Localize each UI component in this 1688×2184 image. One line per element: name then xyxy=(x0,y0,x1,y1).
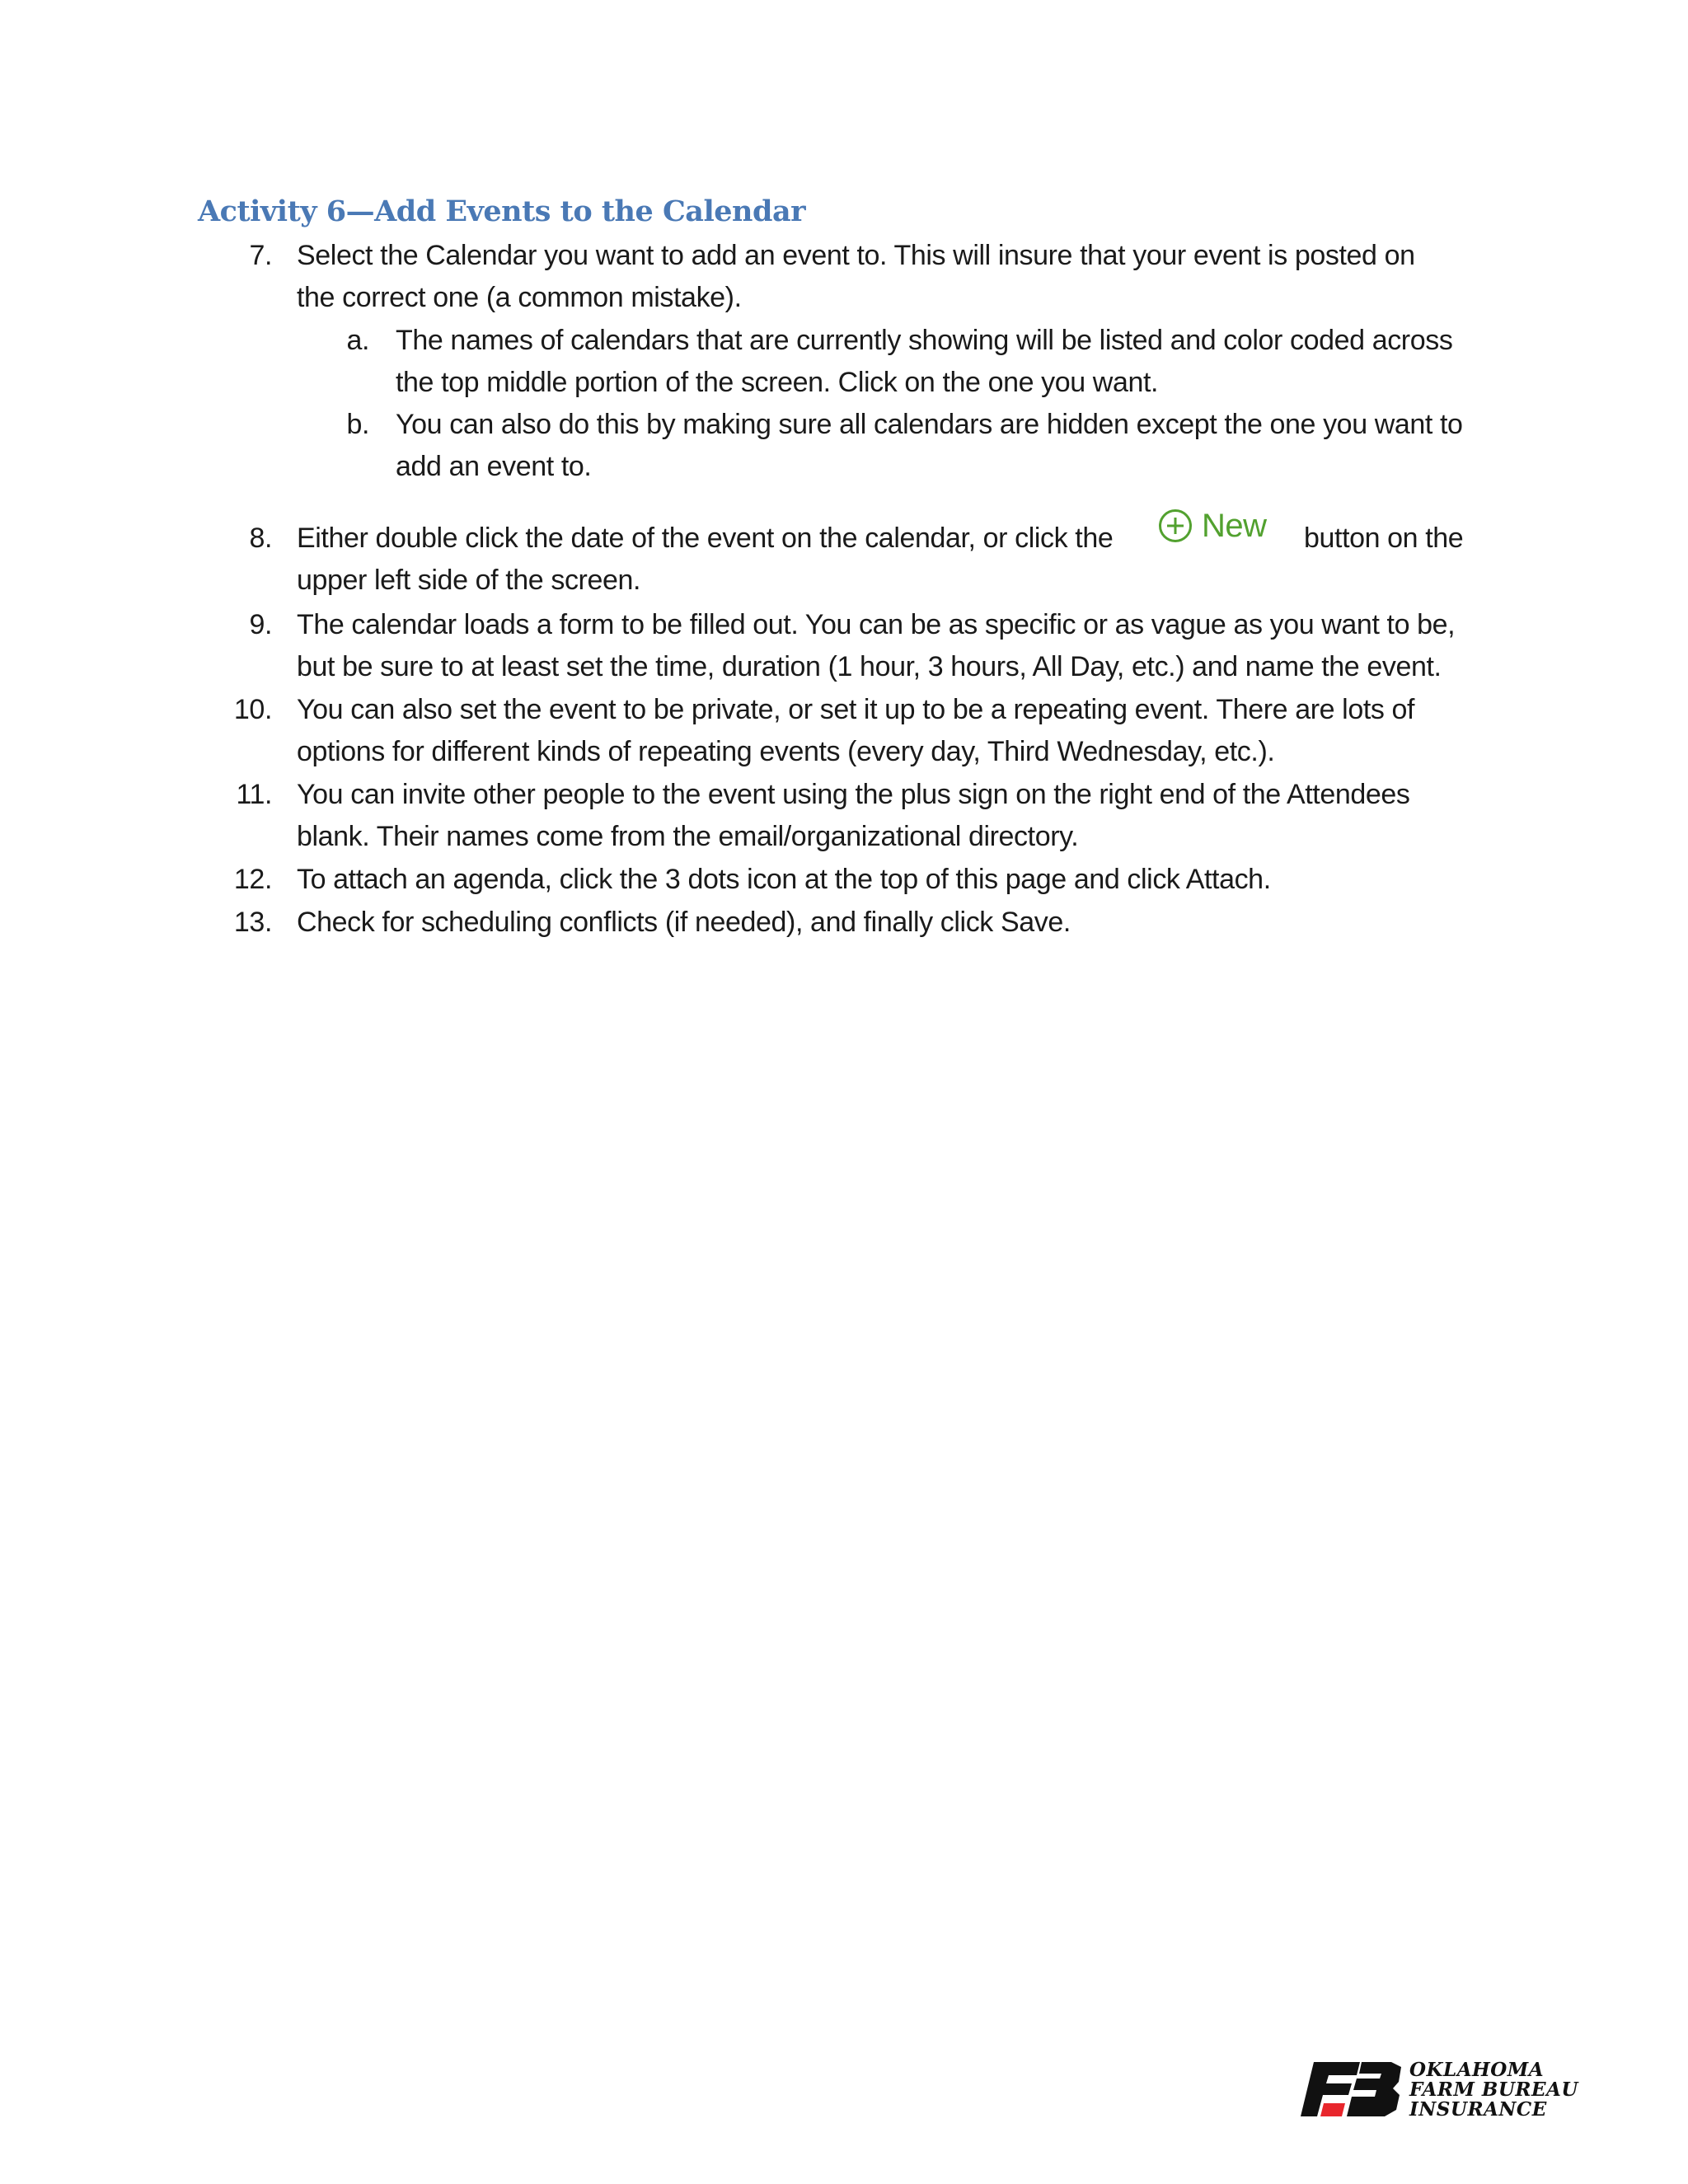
new-button[interactable] xyxy=(1157,504,1267,547)
list-text-line: Check for scheduling conflicts (if needed), and finally click Save. xyxy=(297,907,1071,938)
list-text-line: blank. Their names come from the email/organizational directory. xyxy=(297,821,1079,852)
list-item-12 xyxy=(233,858,1484,901)
list-text-line: To attach an agenda, click the 3 dots icon at the top of this page and click Attach. xyxy=(297,864,1271,895)
list-item-7 xyxy=(247,234,1484,320)
list-item-11 xyxy=(236,773,1484,859)
list-number: 7. xyxy=(249,240,272,271)
oklahoma-farm-bureau-logo xyxy=(1299,2055,1604,2121)
logo-wordmark: OKLAHOMA FARM BUREAU INSURANCE xyxy=(1409,2059,1578,2121)
list-number: 10. xyxy=(233,694,272,725)
list-item-a xyxy=(346,319,1500,405)
list-text-line: You can also do this by making sure all calendars are hidden except the one you want to xyxy=(396,409,1463,440)
new-button-label: New xyxy=(1202,507,1267,544)
list-text-line: The names of calendars that are currently showing will be listed and color coded across xyxy=(396,325,1453,356)
activity-heading: Activity 6—Add Events to the Calendar xyxy=(198,194,806,228)
farm-bureau-mark-icon xyxy=(1299,2055,1406,2121)
list-number: 8. xyxy=(249,523,272,554)
list-text-line: You can invite other people to the event using the plus sign on the right end of the Attendees xyxy=(297,779,1410,810)
plus-circle-icon xyxy=(1157,508,1193,544)
list-text-line: upper left side of the screen. xyxy=(297,565,641,596)
list-text-line: Select the Calendar you want to add an event to. This will insure that your event is posted on xyxy=(297,240,1415,271)
list-text-line: the top middle portion of the screen. Click on the one you want. xyxy=(396,367,1159,398)
list-text-line: the correct one (a common mistake). xyxy=(297,282,742,313)
list-item-b xyxy=(346,403,1500,489)
list-item-10 xyxy=(233,688,1484,774)
list-text-line: button on the xyxy=(1304,523,1464,554)
list-text-line: add an event to. xyxy=(396,451,592,482)
list-text-line: You can also set the event to be private, or set it up to be a repeating event. There are lots of xyxy=(297,694,1415,725)
list-text-line: but be sure to at least set the time, duration (1 hour, 3 hours, All Day, etc.) and name the event. xyxy=(297,651,1442,682)
list-number: 11. xyxy=(236,779,272,810)
list-text-line: Either double click the date of the event on the calendar, or click the xyxy=(297,523,1114,554)
list-text-line: options for different kinds of repeating events (every day, Third Wednesday, etc.). xyxy=(297,736,1275,767)
list-letter: a. xyxy=(346,325,369,356)
list-text-line: The calendar loads a form to be filled out. You can be as specific or as vague as you want to be, xyxy=(297,609,1456,640)
list-number: 9. xyxy=(249,609,272,640)
list-letter: b. xyxy=(346,409,369,440)
list-number: 13. xyxy=(233,907,272,938)
list-item-13 xyxy=(233,901,1484,944)
list-item-8 xyxy=(247,517,1484,602)
list-item-9 xyxy=(247,603,1484,689)
list-number: 12. xyxy=(233,864,272,895)
